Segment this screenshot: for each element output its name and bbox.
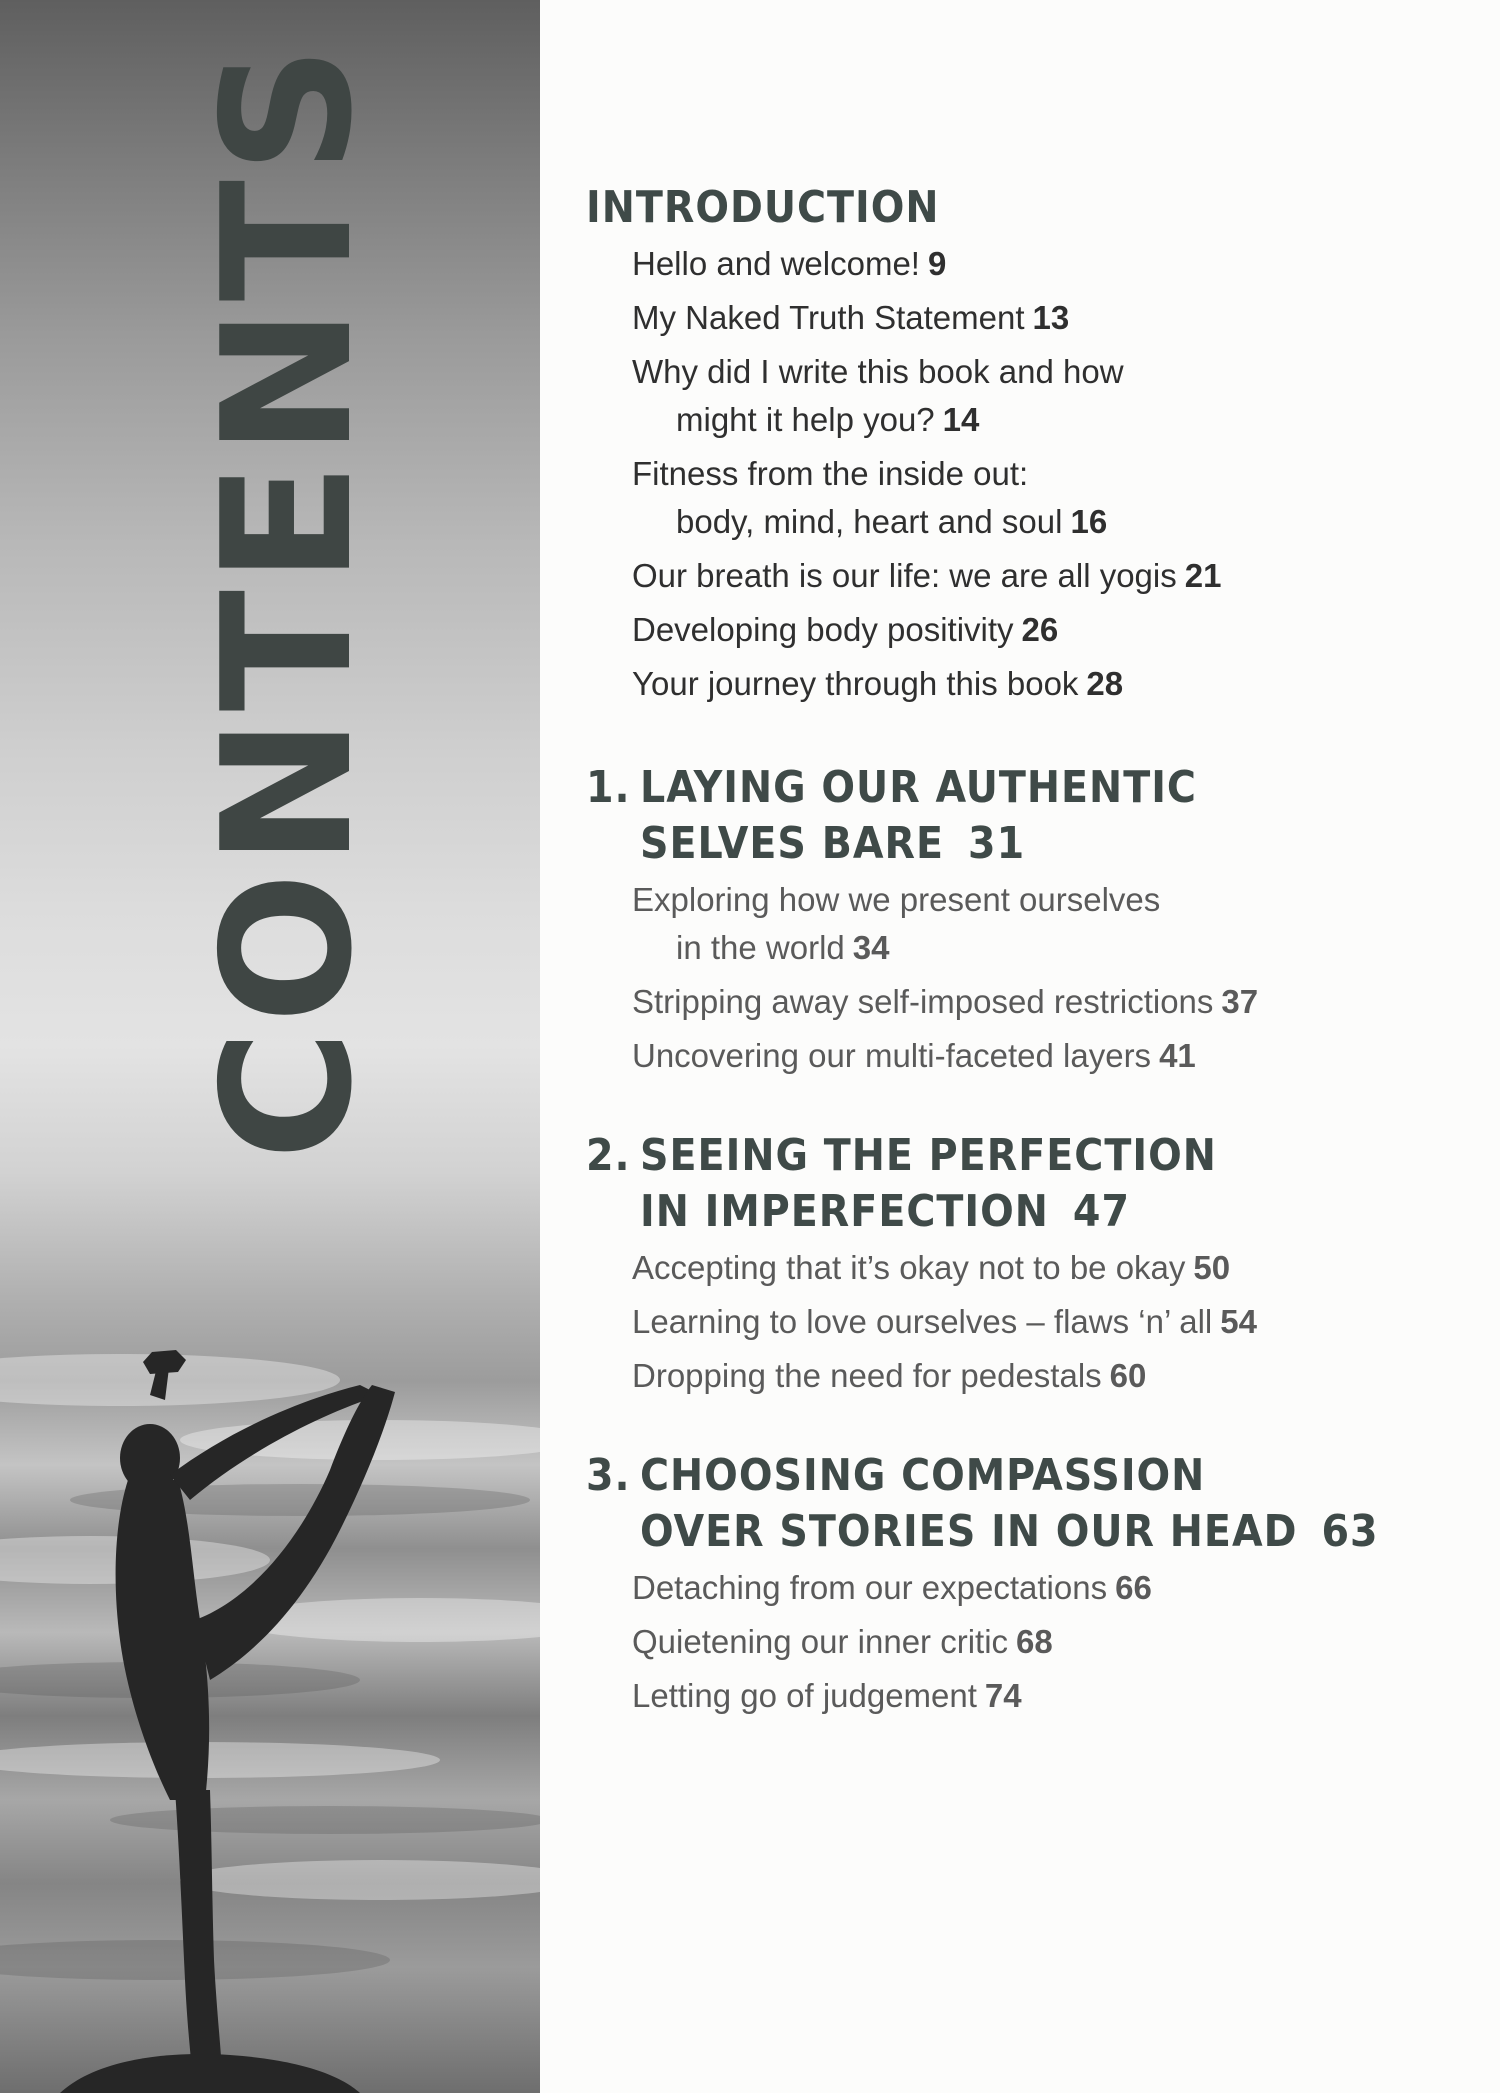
chapter-heading — [586, 1448, 1466, 1560]
chapter-title-line-2 — [640, 1184, 1466, 1240]
chapter-title — [640, 1128, 1466, 1240]
chapter-heading — [586, 760, 1466, 872]
toc-entry[interactable] — [632, 552, 1466, 600]
entry-title: Quietening our inner critic — [632, 1623, 1009, 1660]
entry-page-number: 34 — [852, 929, 890, 966]
toc-entry[interactable] — [632, 1618, 1466, 1666]
contents-title: CONTENTS — [184, 39, 391, 1161]
entry-page-number: 9 — [927, 245, 947, 282]
toc-entry[interactable] — [632, 1298, 1466, 1346]
entry-title: Uncovering our multi-faceted layers — [632, 1037, 1152, 1074]
entry-title: Developing body positivity — [632, 611, 1014, 648]
chapter-title-line-2 — [640, 816, 1466, 872]
chapter-number: 2. — [586, 1130, 631, 1181]
entry-title-continued — [632, 498, 1466, 546]
chapter-title-line-1: SEEING THE PERFECTION — [640, 1130, 1217, 1181]
toc-entry[interactable] — [632, 348, 1466, 444]
section-heading — [586, 180, 1466, 236]
entry-title-line-2: in the world — [676, 929, 845, 966]
entry-page-number: 28 — [1086, 665, 1124, 702]
table-of-contents — [586, 180, 1466, 1768]
entry-page-number: 68 — [1016, 1623, 1053, 1660]
toc-entry[interactable] — [632, 978, 1466, 1026]
entry-page-number: 66 — [1115, 1569, 1152, 1606]
chapter-number: 3. — [586, 1450, 631, 1501]
entry-title: Dropping the need for pedestals — [632, 1357, 1102, 1394]
chapter-page-number: 47 — [1072, 1186, 1131, 1237]
toc-entry[interactable] — [632, 294, 1466, 342]
toc-entry[interactable] — [632, 876, 1466, 972]
toc-entry[interactable] — [632, 606, 1466, 654]
toc-entry[interactable] — [632, 1032, 1466, 1080]
entry-title: Why did I write this book and how — [632, 353, 1124, 390]
chapter-1-entries — [632, 876, 1466, 1080]
entry-title: Learning to love ourselves – flaws ‘n’ all — [632, 1303, 1213, 1340]
entry-page-number: 13 — [1032, 299, 1070, 336]
chapter-2-section — [586, 1128, 1466, 1400]
entry-page-number: 54 — [1220, 1303, 1257, 1340]
entry-title: Letting go of judgement — [632, 1677, 977, 1714]
chapter-3-section — [586, 1448, 1466, 1720]
toc-entry[interactable] — [632, 1244, 1466, 1292]
entry-page-number: 50 — [1193, 1249, 1231, 1286]
introduction-section — [586, 180, 1466, 708]
entry-title: Stripping away self-imposed restrictions — [632, 983, 1214, 1020]
entry-title: Hello and welcome! — [632, 245, 920, 282]
entry-page-number: 60 — [1109, 1357, 1147, 1394]
toc-entry[interactable] — [632, 1672, 1466, 1720]
entry-title: Exploring how we present ourselves — [632, 881, 1161, 918]
introduction-entries — [632, 240, 1466, 708]
chapter-heading — [586, 1128, 1466, 1240]
chapter-title-line-1: CHOOSING COMPASSION — [640, 1450, 1206, 1501]
entry-page-number: 26 — [1021, 611, 1059, 648]
chapter-number: 1. — [586, 762, 631, 813]
chapter-title-text: OVER STORIES IN OUR HEAD — [640, 1506, 1298, 1557]
entry-title: Detaching from our expectations — [632, 1569, 1108, 1606]
chapter-title — [640, 1448, 1466, 1560]
chapter-page-number: 63 — [1321, 1506, 1379, 1557]
toc-entry[interactable] — [632, 450, 1466, 546]
entry-title-continued — [632, 396, 1466, 444]
entry-title: Accepting that it’s okay not to be okay — [632, 1249, 1186, 1286]
chapter-title-text: IN IMPERFECTION — [640, 1186, 1049, 1237]
entry-page-number: 41 — [1159, 1037, 1196, 1074]
chapter-title-line-2 — [640, 1504, 1466, 1560]
entry-title: Fitness from the inside out: — [632, 455, 1029, 492]
entry-page-number: 74 — [984, 1677, 1022, 1714]
chapter-title — [640, 760, 1466, 872]
chapter-title-text: SELVES BARE — [640, 818, 945, 869]
chapter-1-section — [586, 760, 1466, 1080]
entry-title: Your journey through this book — [632, 665, 1079, 702]
chapter-2-entries — [632, 1244, 1466, 1400]
entry-title-continued — [632, 924, 1466, 972]
entry-title-line-2: might it help you? — [676, 401, 935, 438]
entry-page-number: 21 — [1184, 557, 1222, 594]
entry-title: My Naked Truth Statement — [632, 299, 1025, 336]
introduction-heading: INTRODUCTION — [586, 182, 940, 233]
chapter-3-entries — [632, 1564, 1466, 1720]
entry-title-line-2: body, mind, heart and soul — [676, 503, 1063, 540]
entry-page-number: 14 — [942, 401, 980, 438]
chapter-page-number: 31 — [968, 818, 1026, 869]
chapter-title-line-1: LAYING OUR AUTHENTIC — [640, 762, 1197, 813]
toc-entry[interactable] — [632, 240, 1466, 288]
entry-title: Our breath is our life: we are all yogis — [632, 557, 1177, 594]
entry-page-number: 37 — [1221, 983, 1259, 1020]
toc-entry[interactable] — [632, 660, 1466, 708]
entry-page-number: 16 — [1070, 503, 1108, 540]
toc-entry[interactable] — [632, 1564, 1466, 1612]
toc-entry[interactable] — [632, 1352, 1466, 1400]
